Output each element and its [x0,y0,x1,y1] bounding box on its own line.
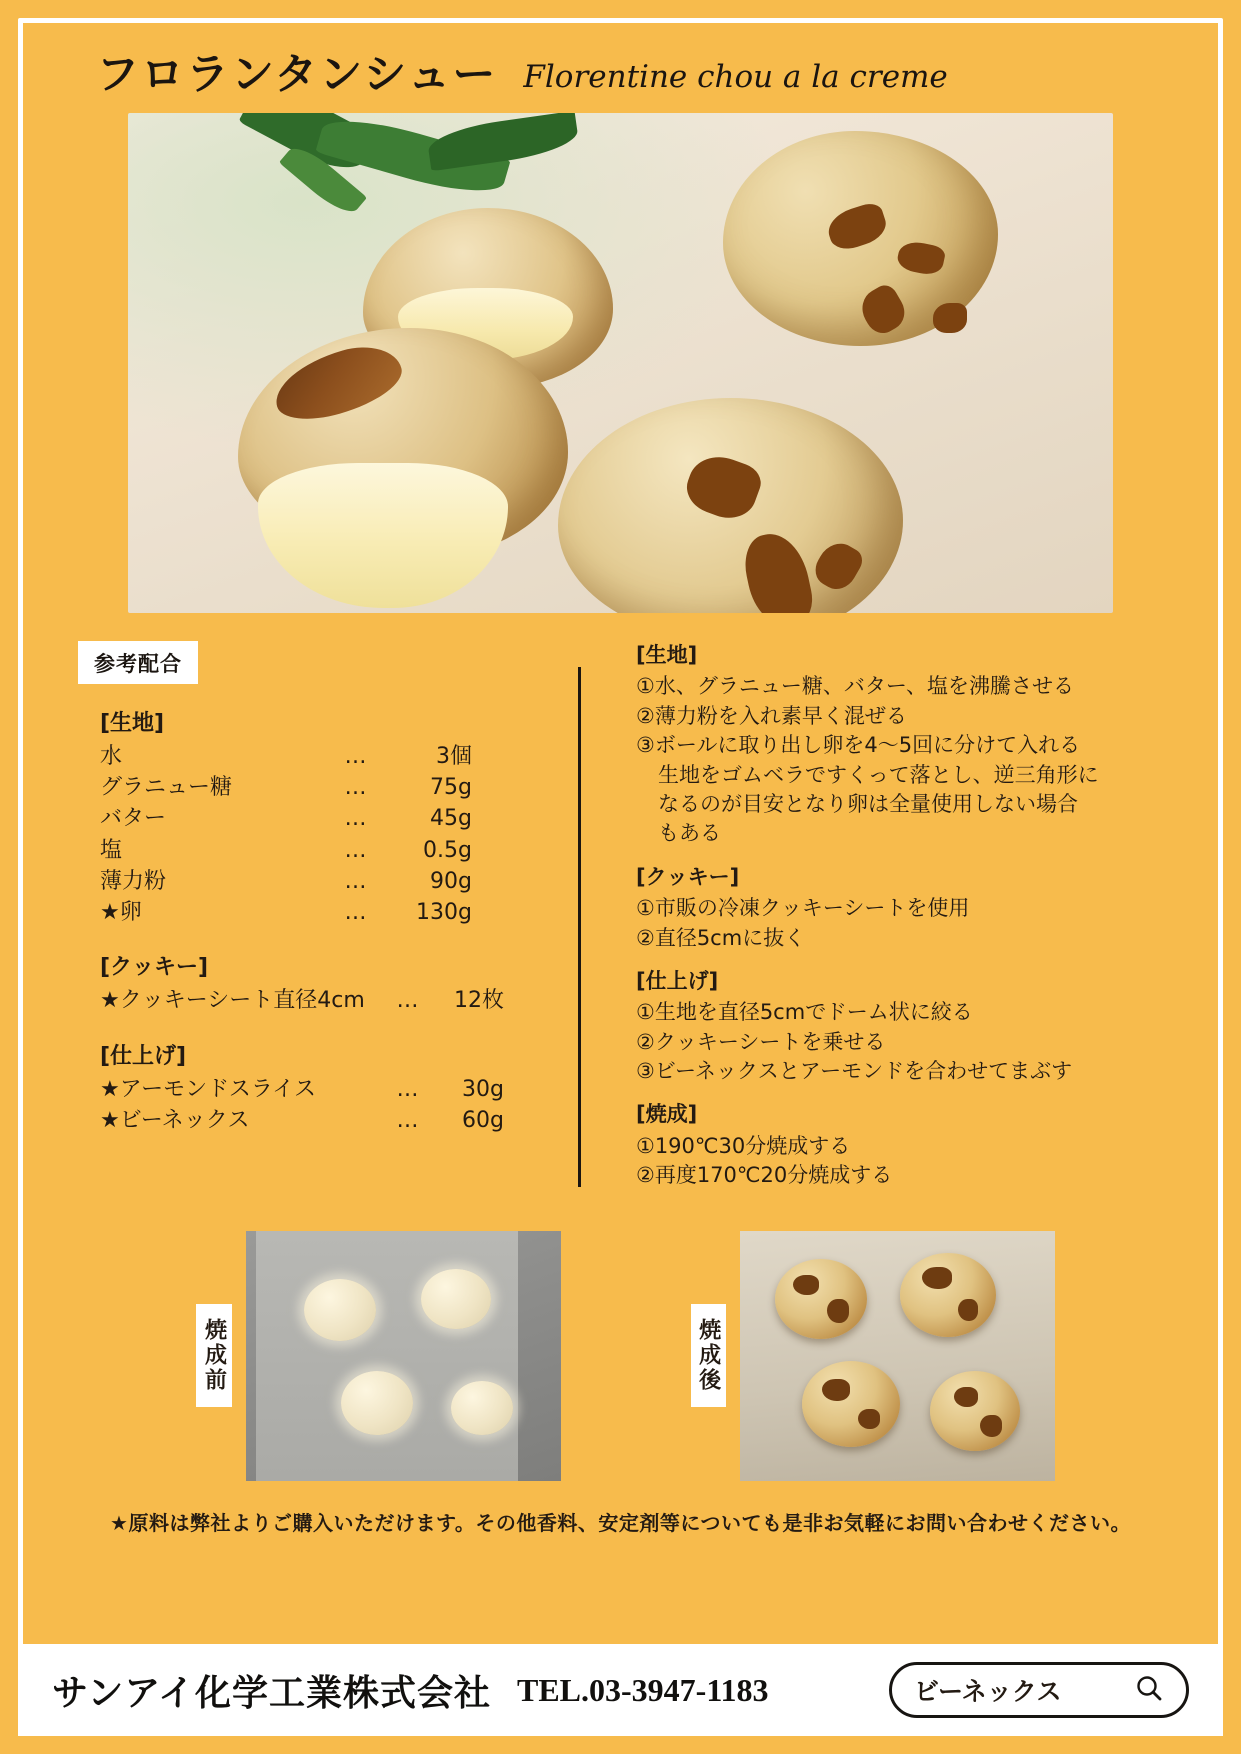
process-photos [60,1231,1181,1481]
caramel-spot [980,1415,1002,1437]
dot-leader: … [396,1107,420,1133]
dot-leader: … [344,806,368,832]
formula-row [100,1105,578,1136]
search-keyword-box[interactable] [889,1662,1189,1718]
ingredient-amount: 45g [430,806,472,832]
ingredient-name: 水 [100,744,123,769]
page-title-jp: フロランタンシュー [96,50,498,100]
steps-list [636,641,1181,1191]
formula-row [100,866,578,897]
page-title-en: Florentine chou a la creme [523,59,948,95]
ingredient-name: 塩 [100,837,123,863]
ingredient-name: ★卵 [100,900,142,926]
step-line: ③ビーネックスとアーモンドを合わせてまぶす [636,1059,1073,1084]
ingredient-name: 薄力粉 [100,868,167,894]
caramel-spot [827,1299,849,1323]
footer-bar [18,1644,1223,1736]
formula-group-title: [仕上げ] [100,1043,187,1069]
hero-photo [128,113,1113,613]
formula-row [100,897,578,928]
dot-leader: … [344,837,368,863]
caramel-spot [793,1275,819,1295]
after-label: 焼成後 [691,1304,726,1407]
formula-group [100,706,578,928]
after-baking-photo [740,1231,1055,1481]
step-section [636,967,1181,1087]
step-section-title: [クッキー] [636,864,740,889]
formula-column [78,641,578,1205]
step-section-title: [仕上げ] [636,968,719,993]
formula-row [100,741,578,772]
formula-row [100,1074,578,1105]
ingredient-name: ★ビーネックス [100,1107,250,1133]
formula-row [100,985,578,1016]
company-name: サンアイ化学工業株式会社 [52,1672,491,1714]
step-section [636,641,1181,849]
ingredient-amount: 60g [462,1107,504,1133]
caramel-spot [954,1387,978,1407]
dough-ball [341,1371,413,1435]
dough-ball [451,1381,513,1435]
baked-choux [775,1259,867,1339]
dot-leader: … [396,1076,420,1102]
ingredient-amount: 90g [430,868,472,894]
formula-group-title: [生地] [100,711,165,736]
step-line: ②クッキーシートを乗せる [636,1029,886,1054]
dot-leader: … [344,900,368,926]
baking-paper [256,1231,518,1481]
ingredient-name: ★アーモンドスライス [100,1076,316,1102]
ingredient-amount: 75g [430,775,472,801]
ingredient-amount: 130g [416,900,472,926]
before-photo-block [196,1231,560,1481]
recipe-body [60,641,1181,1205]
magnifier-icon [1134,1673,1164,1708]
dot-leader: … [344,775,368,801]
step-section-title: [生地] [636,643,698,667]
formula-row [100,772,578,803]
formula-row [100,835,578,866]
ingredient-amount: 12枚 [454,988,504,1014]
caramel-spot [958,1299,978,1321]
baked-choux [930,1371,1020,1451]
ingredient-amount: 0.5g [423,837,472,863]
ingredient-amount: 3個 [436,744,472,769]
caramel-piece [933,303,967,333]
ingredient-name: ★クッキーシート直径4cm [100,988,365,1014]
step-line: ②直径5cmに抜く [636,925,806,950]
footnote: ★原料は弊社よりご購入いただけます。その他香料、安定剤等についても是非お気軽にお問い合わせください。 [110,1510,1131,1535]
baking-paper [740,1231,1055,1481]
formula-chip: 参考配合 [78,641,198,684]
dot-leader: … [344,868,368,894]
step-line: ①生地を直径5cmでドーム状に絞る [636,1000,973,1025]
ingredient-name: バター [100,806,167,832]
baked-choux [900,1253,996,1337]
formula-group [100,950,578,1016]
steps-column [578,641,1181,1205]
step-line: なるのが目安となり卵は全量使用しない場合 [658,791,1078,816]
dot-leader: … [344,744,368,769]
step-line: ②再度170℃20分焼成する [636,1163,893,1188]
ingredient-amount: 30g [462,1076,504,1102]
formula-group [100,1039,578,1136]
step-line: ①190℃30分焼成する [636,1133,851,1158]
caramel-spot [922,1267,952,1289]
step-section [636,863,1181,953]
dot-leader: … [396,988,420,1014]
step-line: ②薄力粉を入れ素早く混ぜる [636,703,907,728]
telephone-number: TEL.03-3947-1183 [516,1671,769,1708]
formula-group-title: [クッキー] [100,955,209,981]
caramel-spot [822,1379,850,1401]
before-baking-photo [246,1231,561,1481]
step-section [636,1100,1181,1190]
dough-ball [421,1269,491,1329]
step-line: ③ボールに取り出し卵を4〜5回に分けて入れる [636,733,1081,758]
before-label: 焼成前 [196,1304,231,1407]
dough-ball [304,1279,376,1341]
ingredient-name: グラニュー糖 [100,775,233,801]
step-line: ①水、グラニュー糖、バター、塩を沸騰させる [636,674,1074,699]
caramel-spot [858,1409,880,1429]
title-block [60,38,1181,107]
after-photo-block [691,1231,1055,1481]
poster-content [18,18,1223,1536]
step-line: ①市販の冷凍クッキーシートを使用 [636,896,970,921]
formula-list [78,706,578,1136]
vertical-divider [578,667,581,1187]
formula-row [100,803,578,834]
baked-choux [802,1361,900,1447]
step-line: もある [658,821,721,846]
search-keyword-text: ビーネックス [914,1677,1062,1706]
custard-cream [258,463,508,608]
step-section-title: [焼成] [636,1102,698,1127]
step-line: 生地をゴムベラですくって落とし、逆三角形に [658,762,1099,787]
